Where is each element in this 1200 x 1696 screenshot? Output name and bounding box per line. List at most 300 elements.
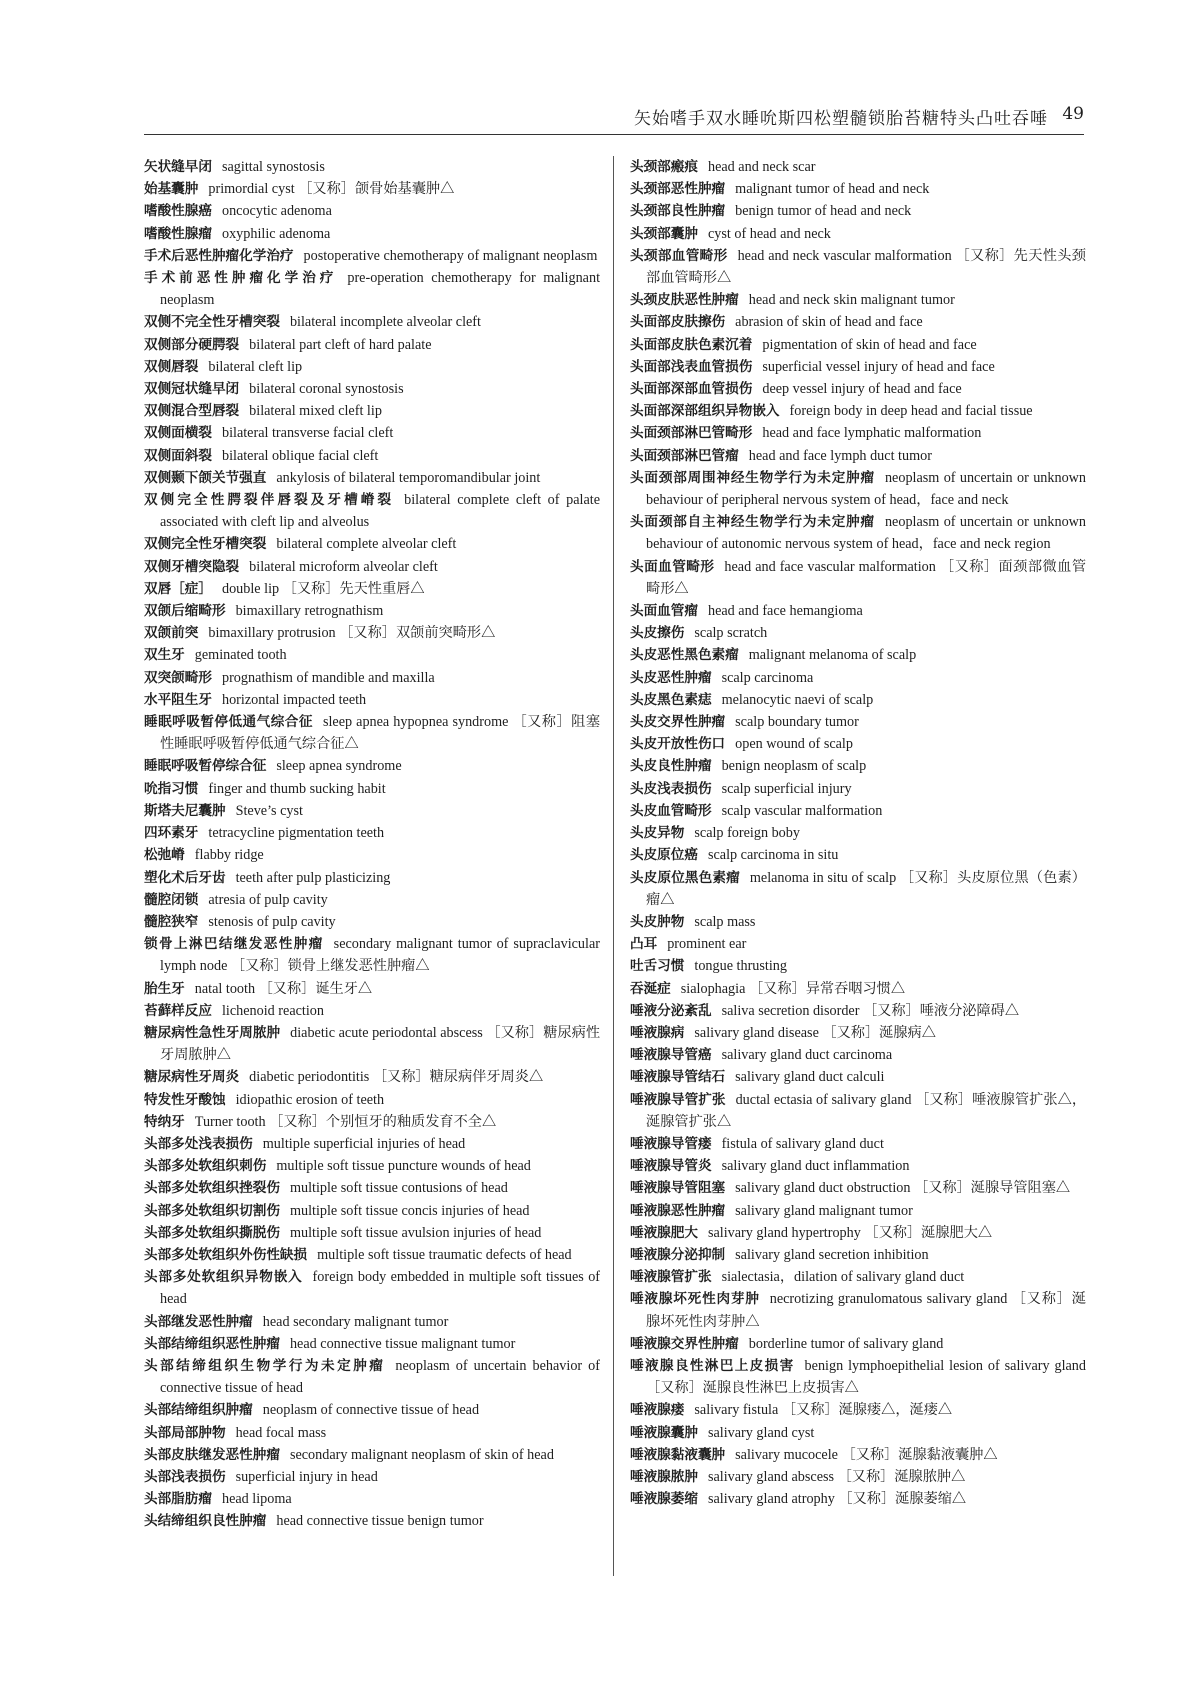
entry-term-english: lichenoid reaction (221, 1002, 324, 1019)
entry-term-chinese: 双侧颞下颌关节强直 (144, 469, 267, 486)
entry-term-english: diabetic periodontitis ［又称］糖尿病伴牙周炎△ (249, 1069, 544, 1086)
dictionary-entry (630, 622, 1086, 644)
dictionary-entry (144, 622, 600, 644)
entry-term-english: bilateral incomplete alveolar cleft (289, 314, 481, 331)
dictionary-entry (630, 1333, 1086, 1355)
entry-term-chinese: 双侧唇裂 (144, 358, 199, 375)
dictionary-entry (630, 1066, 1086, 1088)
entry-term-chinese: 唾液腺黏液囊肿 (630, 1446, 726, 1463)
dictionary-entry (630, 844, 1086, 866)
entry-term-chinese: 头面部深部组织异物嵌入 (630, 403, 780, 420)
entry-term-english: salivary gland duct obstruction ［又称］涎腺导管阻塞△ (735, 1180, 1071, 1197)
dictionary-entry (144, 1266, 600, 1310)
entry-term-chinese: 凸耳 (630, 936, 658, 953)
entry-term-english: salivary gland cyst (707, 1424, 815, 1441)
entry-term-english: horizontal impacted teeth (221, 691, 367, 708)
entry-term-chinese: 头部结缔组织生物学行为未定肿瘤 (144, 1357, 386, 1374)
entry-term-chinese: 唾液腺恶性肿瘤 (630, 1202, 726, 1219)
entry-term-chinese: 头部皮肤继发恶性肿瘤 (144, 1446, 280, 1463)
dictionary-entry (630, 1089, 1086, 1133)
entry-term-chinese: 双侧部分硬腭裂 (144, 336, 240, 353)
entry-term-chinese: 头部继发恶性肿瘤 (144, 1313, 253, 1330)
dictionary-entry (144, 1177, 600, 1199)
header-rule (144, 134, 1084, 135)
entry-term-english: benign neoplasm of scalp (721, 758, 867, 775)
dictionary-entry (630, 822, 1086, 844)
entry-term-chinese: 头部多处软组织刺伤 (144, 1158, 267, 1175)
entry-term-english: salivary gland hypertrophy ［又称］涎腺肥大△ (707, 1224, 993, 1241)
entry-term-english: sleep apnea syndrome (276, 758, 402, 775)
dictionary-entry (144, 1133, 600, 1155)
entry-term-english: Steve’s cyst (235, 802, 303, 819)
dictionary-entry (630, 334, 1086, 356)
entry-term-chinese: 唾液腺脓肿 (630, 1468, 698, 1485)
entry-term-chinese: 唾液腺导管扩张 (630, 1091, 726, 1108)
entry-term-english: foreign body in deep head and facial tissue (789, 403, 1033, 420)
entry-term-english: pigmentation of skin of head and face (762, 336, 977, 353)
dictionary-entry (630, 689, 1086, 711)
entry-term-chinese: 唾液腺导管结石 (630, 1069, 726, 1086)
entry-term-chinese: 胎生牙 (144, 980, 185, 997)
entry-term-english: scalp superficial injury (721, 780, 852, 797)
entry-term-english: bilateral cleft lip (208, 358, 303, 375)
entry-term-english: scalp scratch (694, 625, 768, 642)
entry-term-chinese: 头颈部良性肿瘤 (630, 203, 726, 220)
entry-term-english: primordial cyst ［又称］颌骨始基囊肿△ (208, 181, 455, 198)
entry-term-english: scalp carcinoma (721, 669, 814, 686)
entry-term-chinese: 矢状缝早闭 (144, 159, 212, 175)
entry-term-chinese: 吞涎症 (630, 980, 671, 997)
entry-term-english: prominent ear (667, 936, 747, 953)
dictionary-entry (144, 911, 600, 933)
entry-term-english: neoplasm of connective tissue of head (262, 1402, 480, 1419)
entry-term-chinese: 头皮原位癌 (630, 847, 698, 864)
entry-term-english: ductal ectasia of salivary gland ［又称］唾液腺管扩张△，涎腺管扩张△ (646, 1091, 1087, 1130)
entry-term-english: flabby ridge (194, 847, 264, 864)
entry-term-chinese: 头部多处软组织切割伤 (144, 1202, 280, 1219)
entry-term-english: bilateral complete cleft of palate associated with cleft lip and alveolus (160, 492, 600, 531)
dictionary-entry (144, 1244, 600, 1266)
entry-term-english: sialophagia ［又称］异常吞咽习惯△ (680, 980, 906, 997)
dictionary-entry (630, 667, 1086, 689)
entry-term-english: bimaxillary protrusion ［又称］双颌前突畸形△ (208, 625, 496, 642)
entry-term-english: Turner tooth ［又称］个别恒牙的釉质发育不全△ (194, 1113, 497, 1130)
dictionary-entry (630, 755, 1086, 777)
dictionary-entry (630, 867, 1086, 911)
dictionary-entry (144, 644, 600, 666)
entry-term-english: head and neck vascular malformation ［又称］先天性头颈部血管畸形△ (646, 247, 1086, 287)
dictionary-entry (144, 267, 600, 311)
entry-term-english: finger and thumb sucking habit (208, 780, 386, 797)
entry-term-english: head and face lymphatic malformation (762, 425, 982, 442)
entry-term-chinese: 双侧完全性腭裂伴唇裂及牙槽嵴裂 (144, 492, 395, 509)
entry-term-chinese: 头皮擦伤 (630, 625, 685, 642)
entry-term-english: multiple superficial injuries of head (262, 1135, 466, 1152)
dictionary-entry (630, 1000, 1086, 1022)
entry-term-chinese: 头部脂肪瘤 (144, 1491, 212, 1508)
entry-term-chinese: 糖尿病性急性牙周脓肿 (144, 1024, 281, 1041)
entry-term-english: melanoma in situ of scalp ［又称］头皮原位黑（色素）瘤△ (646, 869, 1086, 908)
dictionary-entry (630, 978, 1086, 1000)
dictionary-entry (630, 1022, 1086, 1044)
entry-term-chinese: 头皮黑色素痣 (630, 691, 712, 708)
entry-term-chinese: 头颈部囊肿 (630, 225, 698, 242)
entry-term-english: scalp boundary tumor (735, 714, 859, 731)
entry-term-english: scalp vascular malformation (721, 802, 883, 819)
entry-term-chinese: 头颈部血管畸形 (630, 247, 728, 264)
entry-term-chinese: 糖尿病性牙周炎 (144, 1069, 240, 1086)
dictionary-entry (630, 1266, 1086, 1288)
entry-term-english: malignant tumor of head and neck (735, 181, 930, 198)
dictionary-entry (144, 1111, 600, 1133)
entry-term-english: benign tumor of head and neck (735, 203, 912, 220)
entry-term-english: head connective tissue benign tumor (276, 1513, 484, 1530)
entry-term-chinese: 吮指习惯 (144, 780, 199, 797)
entry-term-chinese: 头皮异物 (630, 825, 685, 842)
entry-term-chinese: 吐舌习惯 (630, 958, 685, 975)
entry-term-chinese: 头皮浅表损伤 (630, 780, 712, 797)
entry-term-chinese: 双侧冠状缝早闭 (144, 381, 240, 398)
entry-term-chinese: 头面部皮肤色素沉着 (630, 336, 753, 353)
entry-term-chinese: 双侧混合型唇裂 (144, 403, 240, 420)
entry-term-chinese: 嗜酸性腺瘤 (144, 225, 212, 242)
entry-term-chinese: 双侧不完全性牙槽突裂 (144, 314, 280, 331)
entry-term-chinese: 手术后恶性肿瘤化学治疗 (144, 247, 294, 264)
dictionary-entry (144, 422, 600, 444)
entry-term-chinese: 头部多处软组织挫裂伤 (144, 1180, 280, 1197)
entry-term-english: tetracycline pigmentation teeth (208, 825, 385, 842)
page-header (144, 100, 1084, 132)
dictionary-entry (144, 867, 600, 889)
dictionary-entry (144, 311, 600, 333)
dictionary-entry (144, 489, 600, 533)
entry-term-chinese: 唾液腺萎缩 (630, 1491, 698, 1508)
entry-term-english: saliva secretion disorder ［又称］唾液分泌障碍△ (721, 1002, 1020, 1019)
entry-term-chinese: 双侧完全性牙槽突裂 (144, 536, 267, 553)
dictionary-entry (144, 800, 600, 822)
entry-term-chinese: 髓腔闭锁 (144, 891, 199, 908)
entry-term-english: bilateral mixed cleft lip (249, 403, 382, 420)
entry-term-chinese: 嗜酸性腺癌 (144, 203, 212, 220)
right-column (630, 156, 1086, 1510)
dictionary-entry (630, 1155, 1086, 1177)
entry-term-chinese: 头面血管畸形 (630, 558, 715, 575)
entry-term-chinese: 头结缔组织良性肿瘤 (144, 1513, 267, 1530)
entry-term-chinese: 头部多处浅表损伤 (144, 1135, 253, 1152)
entry-term-chinese: 头颈部瘢痕 (630, 159, 698, 175)
entry-term-english: multiple soft tissue traumatic defects of head (317, 1246, 572, 1263)
entry-term-chinese: 头皮肿物 (630, 913, 685, 930)
dictionary-entry (144, 1022, 600, 1066)
entry-term-english: salivary gland malignant tumor (735, 1202, 913, 1219)
entry-term-english: tongue thrusting (694, 958, 787, 975)
dictionary-entry (144, 223, 600, 245)
entry-term-english: bilateral complete alveolar cleft (276, 536, 457, 553)
dictionary-entry (630, 1222, 1086, 1244)
running-header-title: 矢始嗜手双水睡吮斯四松塑髓锁胎苔糖特头凸吐吞唾 (634, 109, 1048, 129)
entry-term-english: idiopathic erosion of teeth (235, 1091, 385, 1108)
dictionary-entry (144, 578, 600, 600)
dictionary-entry (630, 1288, 1086, 1332)
entry-term-english: head and face hemangioma (707, 603, 863, 620)
entry-term-chinese: 特纳牙 (144, 1113, 185, 1130)
entry-term-chinese: 头皮血管畸形 (630, 802, 712, 819)
entry-term-english: neoplasm of uncertain or unknown behaviour of peripheral nervous system of head，face and neck (646, 469, 1086, 509)
dictionary-entry (144, 1510, 600, 1532)
entry-term-english: postoperative chemotherapy of malignant neoplasm (303, 247, 598, 264)
entry-term-english: salivary gland secretion inhibition (735, 1246, 929, 1263)
entry-term-english: superficial vessel injury of head and face (762, 358, 995, 375)
dictionary-entry (630, 223, 1086, 245)
dictionary-entry (630, 356, 1086, 378)
entry-term-english: head and face lymph duct tumor (748, 447, 932, 464)
entry-term-chinese: 头面颈部自主神经生物学行为未定肿瘤 (630, 514, 875, 531)
dictionary-entry (630, 778, 1086, 800)
dictionary-entry (630, 955, 1086, 977)
entry-term-chinese: 双生牙 (144, 647, 185, 664)
dictionary-entry (630, 1444, 1086, 1466)
entry-term-english: scalp carcinoma in situ (707, 847, 839, 864)
entry-term-english: atresia of pulp cavity (208, 891, 328, 908)
dictionary-entry (144, 1155, 600, 1177)
entry-term-chinese: 睡眠呼吸暂停低通气综合征 (144, 714, 313, 731)
column-divider (613, 156, 614, 1576)
entry-term-chinese: 唾液腺良性淋巴上皮损害 (630, 1357, 795, 1374)
dictionary-entry (630, 245, 1086, 289)
entry-term-chinese: 髓腔狭窄 (144, 913, 199, 930)
dictionary-entry (144, 156, 600, 178)
dictionary-entry (144, 245, 600, 267)
dictionary-entry (630, 378, 1086, 400)
entry-term-chinese: 斯塔夫尼囊肿 (144, 802, 226, 819)
dictionary-entry (144, 1488, 600, 1510)
entry-term-chinese: 松弛嵴 (144, 847, 185, 864)
entry-term-english: head and neck scar (707, 159, 816, 175)
entry-term-english: pre-operation chemotherapy for malignant neoplasm (160, 270, 601, 309)
entry-term-english: multiple soft tissue concis injuries of head (289, 1202, 530, 1219)
dictionary-entry (144, 1311, 600, 1333)
entry-term-english: salivary gland duct inflammation (721, 1158, 910, 1175)
entry-term-english: open wound of scalp (735, 736, 853, 753)
entry-term-chinese: 唾液腺导管癌 (630, 1047, 712, 1064)
entry-term-chinese: 头部结缔组织肿瘤 (144, 1402, 253, 1419)
dictionary-entry (144, 1444, 600, 1466)
entry-term-chinese: 头面部深部血管损伤 (630, 381, 753, 398)
entry-term-chinese: 唾液腺导管瘘 (630, 1135, 712, 1152)
entry-term-chinese: 头面颈部淋巴管畸形 (630, 425, 753, 442)
dictionary-entry (144, 1399, 600, 1421)
entry-term-chinese: 头部多处软组织外伤性缺损 (144, 1246, 308, 1263)
entry-term-chinese: 四环素牙 (144, 825, 199, 842)
entry-term-english: salivary gland abscess ［又称］涎腺脓肿△ (707, 1468, 966, 1485)
entry-term-english: secondary malignant neoplasm of skin of head (289, 1446, 554, 1463)
entry-term-english: head lipoma (221, 1491, 292, 1508)
dictionary-entry (630, 1177, 1086, 1199)
entry-term-chinese: 手术前恶性肿瘤化学治疗 (144, 270, 338, 287)
entry-term-english: benign lymphoepithelial lesion of salivary gland ［又称］涎腺良性淋巴上皮损害△ (646, 1357, 1086, 1397)
entry-term-chinese: 头部多处软组织异物嵌入 (144, 1269, 303, 1286)
entry-term-chinese: 特发性牙酸蚀 (144, 1091, 226, 1108)
entry-term-chinese: 头部浅表损伤 (144, 1468, 226, 1485)
entry-term-english: natal tooth ［又称］诞生牙△ (194, 980, 373, 997)
entry-term-chinese: 双侧面斜裂 (144, 447, 212, 464)
entry-term-chinese: 双突颌畸形 (144, 669, 212, 686)
dictionary-entry (144, 445, 600, 467)
entry-term-chinese: 头面部皮肤擦伤 (630, 314, 726, 331)
entry-term-english: sleep apnea hypopnea syndrome ［又称］阻塞性睡眠呼吸暂停低通气综合征△ (160, 714, 601, 753)
entry-term-chinese: 双颌后缩畸形 (144, 603, 226, 620)
entry-term-chinese: 始基囊肿 (144, 181, 199, 198)
entry-term-chinese: 头皮良性肿瘤 (630, 758, 712, 775)
entry-term-english: head and face vascular malformation ［又称］面颈部微血管畸形△ (646, 558, 1087, 597)
entry-term-chinese: 塑化术后牙齿 (144, 869, 226, 886)
entry-term-english: teeth after pulp plasticizing (235, 869, 391, 886)
entry-term-english: bilateral transverse facial cleft (221, 425, 394, 442)
dictionary-entry (630, 1044, 1086, 1066)
entry-term-chinese: 头皮恶性肿瘤 (630, 669, 712, 686)
dictionary-entry (630, 1244, 1086, 1266)
dictionary-entry (630, 800, 1086, 822)
entry-term-chinese: 头皮开放性伤口 (630, 736, 726, 753)
entry-term-english: neoplasm of uncertain behavior of connective tissue of head (160, 1357, 600, 1397)
entry-term-chinese: 头面颈部淋巴管瘤 (630, 447, 739, 464)
entry-term-english: oxyphilic adenoma (221, 225, 331, 242)
entry-term-english: necrotizing granulomatous salivary gland ［又称］涎腺坏死性肉芽肿△ (646, 1291, 1086, 1330)
entry-term-english: double lip ［又称］先天性重唇△ (221, 580, 425, 597)
entry-term-chinese: 锁骨上淋巴结继发恶性肿瘤 (144, 936, 324, 953)
dictionary-entry (144, 711, 600, 755)
entry-term-english: multiple soft tissue avulsion injuries of head (289, 1224, 542, 1241)
entry-term-english: head and neck skin malignant tumor (748, 292, 955, 309)
dictionary-entry (144, 667, 600, 689)
entry-term-english: bilateral oblique facial cleft (221, 447, 379, 464)
dictionary-entry (144, 1200, 600, 1222)
dictionary-entry (144, 778, 600, 800)
entry-term-chinese: 唾液腺坏死性肉芽肿 (630, 1291, 760, 1308)
dictionary-entry (144, 1466, 600, 1488)
dictionary-entry (144, 1000, 600, 1022)
dictionary-entry (144, 356, 600, 378)
entry-term-english: deep vessel injury of head and face (762, 381, 962, 398)
entry-term-chinese: 头面部浅表血管损伤 (630, 358, 753, 375)
entry-term-chinese: 水平阻生牙 (144, 691, 212, 708)
entry-term-english: secondary malignant tumor of supraclavicular lymph node ［又称］锁骨上继发恶性肿瘤△ (160, 936, 600, 975)
entry-term-chinese: 唾液腺病 (630, 1024, 685, 1041)
entry-term-english: head focal mass (235, 1424, 327, 1441)
dictionary-entry (630, 733, 1086, 755)
entry-term-english: prognathism of mandible and maxilla (221, 669, 435, 686)
dictionary-entry (144, 200, 600, 222)
dictionary-entry (144, 400, 600, 422)
dictionary-entry (144, 556, 600, 578)
entry-term-chinese: 唾液腺管扩张 (630, 1269, 712, 1286)
entry-term-english: scalp mass (694, 913, 756, 930)
entry-term-chinese: 头颈部恶性肿瘤 (630, 181, 726, 198)
dictionary-entry (144, 822, 600, 844)
dictionary-entry (144, 1422, 600, 1444)
entry-term-chinese: 唾液腺导管阻塞 (630, 1180, 726, 1197)
dictionary-entry (630, 289, 1086, 311)
entry-term-english: salivary gland disease ［又称］涎腺病△ (694, 1024, 936, 1041)
entry-term-chinese: 唾液分泌紊乱 (630, 1002, 712, 1019)
dictionary-entry (144, 1089, 600, 1111)
entry-term-chinese: 睡眠呼吸暂停综合征 (144, 758, 267, 775)
entry-term-english: superficial injury in head (235, 1468, 378, 1485)
dictionary-entry (144, 334, 600, 356)
entry-term-chinese: 头部局部肿物 (144, 1424, 226, 1441)
entry-term-chinese: 头颈皮肤恶性肿瘤 (630, 292, 739, 309)
dictionary-entry (630, 311, 1086, 333)
page-number: 49 (1062, 104, 1084, 124)
entry-term-english: diabetic acute periodontal abscess ［又称］糖尿病性牙周脓肿△ (160, 1024, 601, 1064)
dictionary-entry (144, 178, 600, 200)
entry-term-chinese: 头面颈部周围神经生物学行为未定肿瘤 (630, 469, 875, 486)
dictionary-entry (144, 1222, 600, 1244)
entry-term-chinese: 头皮原位黑色素瘤 (630, 869, 740, 886)
entry-term-chinese: 双颌前突 (144, 625, 199, 642)
dictionary-entry (630, 933, 1086, 955)
dictionary-entry (630, 467, 1086, 511)
entry-term-english: sialectasia，dilation of salivary gland duct (721, 1269, 965, 1286)
dictionary-entry (630, 1355, 1086, 1399)
dictionary-entry (144, 467, 600, 489)
dictionary-entry (144, 533, 600, 555)
entry-term-chinese: 头皮恶性黑色素瘤 (630, 647, 739, 664)
dictionary-entry (144, 378, 600, 400)
dictionary-entry (630, 600, 1086, 622)
entry-term-english: geminated tooth (194, 647, 287, 664)
entry-term-english: salivary gland duct calculi (735, 1069, 885, 1086)
dictionary-entry (630, 1422, 1086, 1444)
dictionary-entry (144, 1355, 600, 1399)
dictionary-entry (630, 156, 1086, 178)
entry-term-chinese: 唾液腺交界性肿瘤 (630, 1335, 739, 1352)
entry-term-english: malignant melanoma of scalp (748, 647, 917, 664)
entry-term-english: neoplasm of uncertain or unknown behaviour of autonomic nervous system of head，face and neck region (646, 514, 1086, 553)
entry-term-english: borderline tumor of salivary gland (748, 1335, 944, 1352)
dictionary-entry (144, 600, 600, 622)
dictionary-entry (630, 1488, 1086, 1510)
dictionary-entry (630, 422, 1086, 444)
dictionary-entry (144, 889, 600, 911)
entry-term-english: stenosis of pulp cavity (208, 913, 336, 930)
entry-term-chinese: 头部结缔组织恶性肿瘤 (144, 1335, 280, 1352)
entry-term-chinese: 唾液腺囊肿 (630, 1424, 698, 1441)
entry-term-chinese: 唾液腺瘘 (630, 1402, 685, 1419)
entry-term-chinese: 唾液腺分泌抑制 (630, 1246, 726, 1263)
entry-term-english: scalp foreign boby (694, 825, 800, 842)
dictionary-entry (630, 1200, 1086, 1222)
dictionary-entry (144, 933, 600, 977)
entry-term-english: salivary gland duct carcinoma (721, 1047, 893, 1064)
dictionary-entry (144, 689, 600, 711)
entry-term-english: oncocytic adenoma (221, 203, 332, 220)
entry-term-english: fistula of salivary gland duct (721, 1135, 884, 1152)
entry-term-english: salivary mucocele ［又称］涎腺黏液囊肿△ (735, 1446, 998, 1463)
entry-term-chinese: 双侧牙槽突隐裂 (144, 558, 240, 575)
dictionary-entry (630, 445, 1086, 467)
entry-term-english: abrasion of skin of head and face (735, 314, 923, 331)
entry-term-chinese: 唾液腺导管炎 (630, 1158, 712, 1175)
dictionary-entry (630, 1399, 1086, 1421)
entry-term-english: head connective tissue malignant tumor (289, 1335, 516, 1352)
dictionary-entry (630, 1466, 1086, 1488)
entry-term-chinese: 头面血管瘤 (630, 603, 698, 620)
entry-term-english: foreign body embedded in multiple soft tissues of head (160, 1269, 601, 1308)
entry-term-english: salivary gland atrophy ［又称］涎腺萎缩△ (707, 1491, 967, 1508)
entry-term-chinese: 双侧面横裂 (144, 425, 212, 442)
dictionary-entry (630, 911, 1086, 933)
